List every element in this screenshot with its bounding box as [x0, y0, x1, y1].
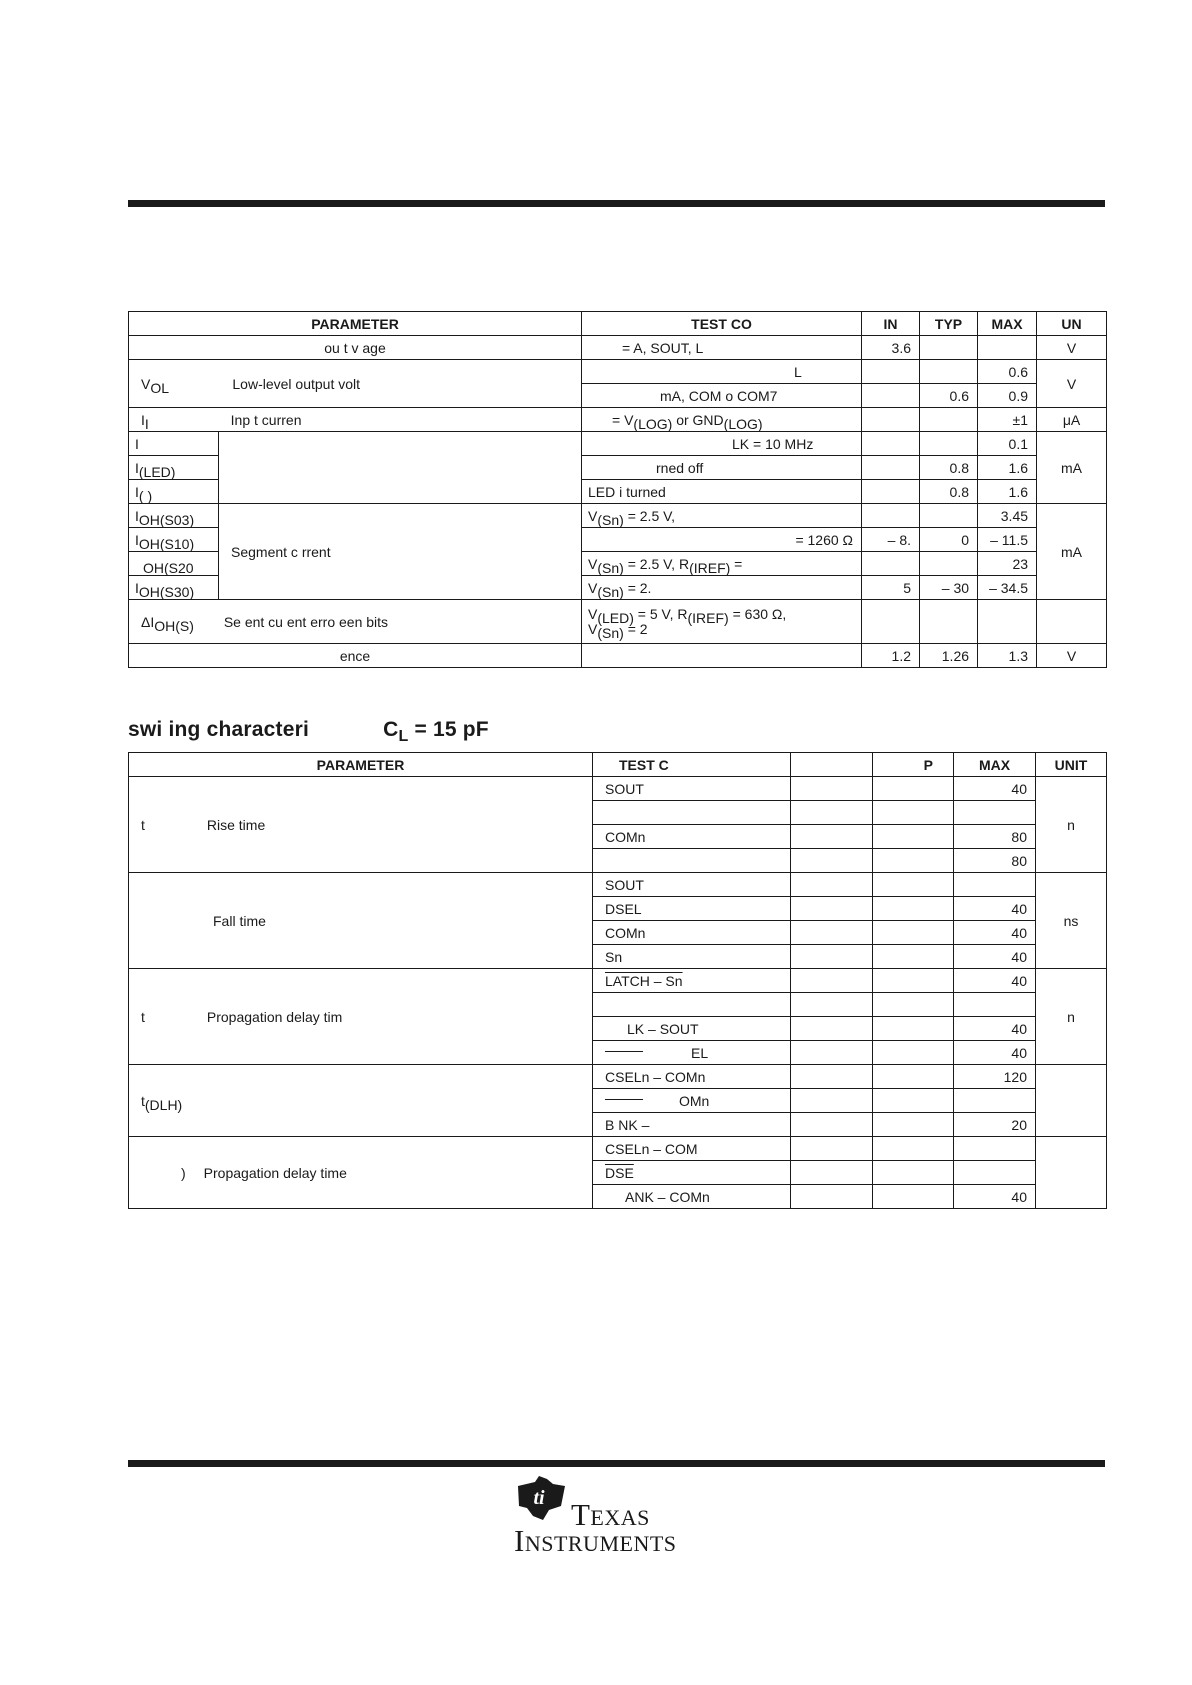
- sym-ioh10: IOH(S10): [129, 528, 219, 552]
- table-row: [129, 360, 1107, 384]
- table-row: [129, 644, 1107, 668]
- unit-voh: V: [1037, 336, 1107, 360]
- sym-ioh20: OH(S20: [129, 552, 219, 576]
- unit-fall: ns: [1036, 873, 1107, 969]
- test-voh: = A, SOUT, L: [582, 336, 862, 360]
- electrical-characteristics-table: [128, 311, 1107, 668]
- param-propagation-delay-1: t Propagation delay tim: [129, 969, 593, 1065]
- unit-ioh: mA: [1037, 504, 1107, 600]
- max-ioh30: – 34.5: [978, 576, 1037, 600]
- sym-ioh30: IOH(S30): [129, 576, 219, 600]
- logo-line-2: Instruments: [514, 1523, 677, 1558]
- overbar-mark: [605, 1051, 643, 1052]
- param-propagation-delay-2: ) Propagation delay time: [129, 1137, 593, 1209]
- table-row: ) Propagation delay time CSELn – COM: [129, 1137, 1107, 1161]
- table-row: t(DLH) CSELn – COMn 120: [129, 1065, 1107, 1089]
- typ-vref: 1.26: [920, 644, 978, 668]
- test-vol-a: L: [582, 360, 862, 384]
- test-vol-b: mA, COM o COM7: [582, 384, 862, 408]
- test-icc3: LED i turned: [582, 480, 862, 504]
- max-ioh10: – 11.5: [978, 528, 1037, 552]
- header-parameter: PARAMETER: [129, 753, 593, 777]
- table-row: 80: [129, 849, 1107, 873]
- table-row: [129, 504, 1107, 528]
- sym-icc1: I: [129, 432, 219, 456]
- table-row: [129, 408, 1107, 432]
- typ-vol-b: 0.6: [920, 384, 978, 408]
- test-ioh03: V(Sn) = 2.5 V,: [582, 504, 862, 528]
- logo-line-1: Texas: [571, 1497, 650, 1532]
- table-row: [129, 600, 1107, 644]
- min-ioh30: 5: [862, 576, 920, 600]
- typ-ioh10: 0: [920, 528, 978, 552]
- bottom-rule: [128, 1460, 1105, 1467]
- sym-ioh03: IOH(S03): [129, 504, 219, 528]
- table-row: COMn 80: [129, 825, 1107, 849]
- table-row: [129, 336, 1107, 360]
- header-min: IN: [862, 312, 920, 336]
- max-vol-b: 0.9: [978, 384, 1037, 408]
- table-row: DSEL 40: [129, 897, 1107, 921]
- test-ioh20: V(Sn) = 2.5 V, R(IREF) =: [582, 552, 862, 576]
- sym-vol: V: [141, 375, 151, 392]
- max-icc2: 1.6: [978, 456, 1037, 480]
- typ-icc3: 0.8: [920, 480, 978, 504]
- max-ioh20: 23: [978, 552, 1037, 576]
- desc-ii: Inp t curren: [230, 411, 302, 428]
- table-row: LK – SOUT 40: [129, 1017, 1107, 1041]
- header-typ: TYP: [920, 312, 978, 336]
- table-row: OMn: [129, 1089, 1107, 1113]
- header-parameter: PARAMETER: [129, 312, 582, 336]
- table-row: t Rise time SOUT 40 n: [129, 777, 1107, 801]
- switching-characteristics-caption: swi ing characteri $C_L = 15$ pF: [128, 718, 489, 745]
- table-row: ANK – COMn 40: [129, 1185, 1107, 1209]
- top-rule: [128, 200, 1105, 207]
- unit-vol: V: [1037, 360, 1107, 408]
- table-row: COMn 40: [129, 921, 1107, 945]
- max-icc3: 1.6: [978, 480, 1037, 504]
- table-row: Fall time SOUT ns: [129, 873, 1107, 897]
- header-col4: P: [873, 753, 954, 777]
- test-dioh: V(LED) = 5 V, R(IREF) = 630 Ω, V(Sn) = 2: [582, 600, 862, 644]
- param-voh: ou t v age: [129, 336, 582, 360]
- header-test-conditions: TEST C: [593, 753, 791, 777]
- table-row: B NK – 20: [129, 1113, 1107, 1137]
- typ-ioh30: – 30: [920, 576, 978, 600]
- unit-icc: mA: [1037, 432, 1107, 504]
- desc-vol: Low-level output volt: [232, 375, 361, 392]
- unit-rise: n: [1036, 777, 1107, 873]
- header-unit: UNIT: [1036, 753, 1107, 777]
- table-row: t Propagation delay tim LATCH – Sn 40 n: [129, 969, 1107, 993]
- test-ioh10: = 1260 Ω: [582, 528, 862, 552]
- test-icc1: LK = 10 MHz: [582, 432, 862, 456]
- desc-dioh: Se ent cu ent erro een bits: [223, 613, 389, 630]
- sym-icc2: I(LED): [129, 456, 219, 480]
- min-voh: 3.6: [862, 336, 920, 360]
- table1-header-row: [129, 312, 1107, 336]
- max-ii: ±1: [978, 408, 1037, 432]
- table2-header-row: [129, 753, 1107, 777]
- unit-ii: μA: [1037, 408, 1107, 432]
- test-icc2: rned off: [582, 456, 862, 480]
- test-ii: = V(LOG) or GND(LOG): [582, 408, 862, 432]
- header-max: MAX: [978, 312, 1037, 336]
- table-row: EL 40: [129, 1041, 1107, 1065]
- param-fall-time: Fall time: [129, 873, 593, 969]
- sym-icc3: I( ): [129, 480, 219, 504]
- max-vol-a: 0.6: [978, 360, 1037, 384]
- unit-tpd: n: [1036, 969, 1107, 1065]
- max-vref: 1.3: [978, 644, 1037, 668]
- typ-icc2: 0.8: [920, 456, 978, 480]
- unit-vref: V: [1037, 644, 1107, 668]
- param-rise-time: t Rise time: [129, 777, 593, 873]
- desc-ioh: Segment c rrent: [219, 504, 582, 600]
- svg-text:ti: ti: [533, 1487, 545, 1509]
- table-row: [129, 432, 1107, 456]
- param-dioh: ΔIOH(S) Se ent cu ent erro een bits: [129, 600, 582, 644]
- header-col3: [791, 753, 873, 777]
- param-tdlh: t(DLH): [129, 1065, 593, 1137]
- max-ioh03: 3.45: [978, 504, 1037, 528]
- min-ioh10: – 8.: [862, 528, 920, 552]
- overbar-mark: [605, 1099, 643, 1100]
- table-row: Sn 40: [129, 945, 1107, 969]
- min-vref: 1.2: [862, 644, 920, 668]
- param-ii: II Inp t curren: [129, 408, 582, 432]
- param-vref: ence: [129, 644, 582, 668]
- test-ioh30: V(Sn) = 2.: [582, 576, 862, 600]
- max-icc1: 0.1: [978, 432, 1037, 456]
- header-test-conditions: TEST CO: [582, 312, 862, 336]
- switching-characteristics-table: [128, 752, 1107, 1209]
- header-unit: UN: [1037, 312, 1107, 336]
- table-row: $\overline{DSE}$: [129, 1161, 1107, 1185]
- header-max: MAX: [954, 753, 1036, 777]
- param-vol: VOL Low-level output volt: [129, 360, 582, 408]
